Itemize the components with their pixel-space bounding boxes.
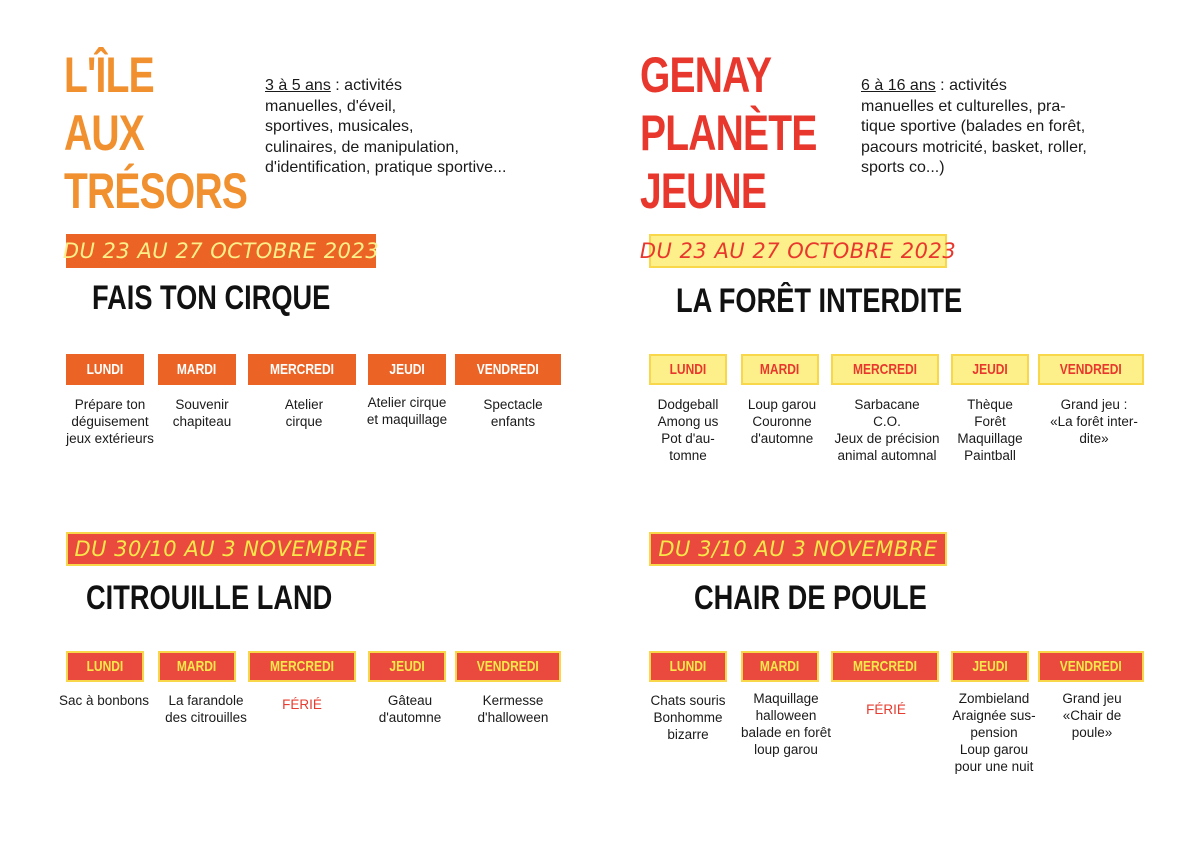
activity-friday: Spectacle enfants (483, 397, 543, 429)
right-description (861, 76, 1087, 179)
left-week1-theme: FAIS TON CIRQUE (92, 279, 331, 317)
left-title-line-3: TRÉSORS (64, 163, 248, 219)
left-description (265, 76, 506, 179)
day-mercredi: MERCREDI (248, 651, 356, 682)
day-mercredi: MERCREDI (831, 651, 939, 682)
day-lundi: LUNDI (66, 354, 144, 385)
activity-thursday: Gâteau d'automne (378, 693, 442, 725)
right-week2-date-banner (649, 532, 947, 566)
left-title (64, 46, 247, 220)
day-mercredi: MERCREDI (831, 354, 939, 385)
day-lundi: LUNDI (66, 651, 144, 682)
left-week2-dates: DU 30/10 AU 3 NOVEMBRE (74, 537, 368, 561)
day-jeudi: JEUDI (951, 354, 1029, 385)
day-lundi: LUNDI (649, 651, 727, 682)
right-age-range: 6 à 16 ans (861, 77, 936, 94)
left-title-line-2: AUX (64, 105, 145, 161)
right-title (640, 46, 817, 220)
left-week1-date-banner (62, 234, 380, 268)
left-week2-theme: CITROUILLE LAND (86, 579, 333, 617)
right-week1-theme: LA FORÊT INTERDITE (676, 282, 963, 320)
right-title-line-2: PLANÈTE (640, 105, 817, 161)
activity-tuesday: Loup garou Couronne d'automne (747, 397, 817, 446)
left-week1-dates: DU 23 AU 27 OCTOBRE 2023 (62, 239, 380, 263)
right-week1-dates: DU 23 AU 27 OCTOBRE 2023 (639, 239, 957, 263)
activity-tuesday: La farandole des citrouilles (165, 693, 247, 725)
activity-friday: Grand jeu : «La forêt inter- dite» (1050, 397, 1138, 446)
left-desc-line-5: d'identification, pratique sportive... (265, 159, 507, 176)
activity-monday: Chats souris Bonhomme bizarre (650, 693, 726, 742)
right-desc-line-1: : activités (935, 77, 1007, 94)
day-vendredi: VENDREDI (1038, 354, 1144, 385)
activity-friday: Grand jeu «Chair de poule» (1062, 691, 1122, 740)
activity-thursday: Zombieland Araignée sus- pension Loup garou pour une nuit (952, 691, 1036, 774)
left-desc-line-3: sportives, musicales, (265, 118, 414, 135)
right-title-line-1: GENAY (640, 47, 772, 103)
left-desc-line-4: culinaires, de manipulation, (265, 138, 459, 156)
activity-wednesday-holiday: FÉRIÉ (866, 702, 906, 717)
right-desc-line-2: manuelles et culturelles, pra- (861, 97, 1066, 115)
day-mercredi: MERCREDI (248, 354, 356, 385)
activity-thursday: Atelier cirque et maquillage (366, 395, 448, 427)
activity-wednesday-holiday: FÉRIÉ (282, 697, 322, 712)
right-week1-date-banner (639, 234, 957, 268)
day-lundi: LUNDI (649, 354, 727, 385)
day-mardi: MARDI (741, 354, 819, 385)
activity-friday: Kermesse d'halloween (477, 693, 549, 725)
day-jeudi: JEUDI (368, 651, 446, 682)
left-desc-line-2: manuelles, d'éveil, (265, 97, 397, 115)
day-mardi: MARDI (741, 651, 819, 682)
day-vendredi: VENDREDI (455, 651, 561, 682)
activity-wednesday: Sarbacane C.O. Jeux de précision animal automnal (834, 397, 940, 463)
right-desc-line-3: tique sportive (balades en forêt, (861, 118, 1086, 135)
right-week2-dates: DU 3/10 AU 3 NOVEMBRE (658, 537, 938, 561)
left-week2-date-banner (66, 532, 376, 566)
activity-thursday: Thèque Forêt Maquillage Paintball (957, 397, 1023, 463)
activity-monday: Prépare ton déguisement jeux extérieurs (66, 397, 154, 446)
right-desc-line-5: sports co...) (861, 159, 945, 176)
right-title-line-3: JEUNE (640, 163, 767, 219)
activity-tuesday: Maquillage halloween balade en forêt loup garou (740, 691, 832, 757)
left-age-range: 3 à 5 ans (265, 77, 331, 94)
left-title-line-1: L'ÎLE (64, 47, 154, 103)
activity-wednesday: Atelier cirque (284, 397, 324, 429)
activity-monday: Dodgeball Among us Pot d'au- tomne (657, 397, 719, 463)
day-mardi: MARDI (158, 354, 236, 385)
day-mardi: MARDI (158, 651, 236, 682)
left-desc-line-1: : activités (330, 77, 402, 94)
day-vendredi: VENDREDI (1038, 651, 1144, 682)
activity-monday: Sac à bonbons (58, 693, 150, 708)
right-week2-theme: CHAIR DE POULE (694, 579, 927, 617)
day-vendredi: VENDREDI (455, 354, 561, 385)
day-jeudi: JEUDI (951, 651, 1029, 682)
day-jeudi: JEUDI (368, 354, 446, 385)
right-desc-line-4: pacours motricité, basket, roller, (861, 138, 1087, 156)
activity-tuesday: Souvenir chapiteau (172, 397, 232, 429)
